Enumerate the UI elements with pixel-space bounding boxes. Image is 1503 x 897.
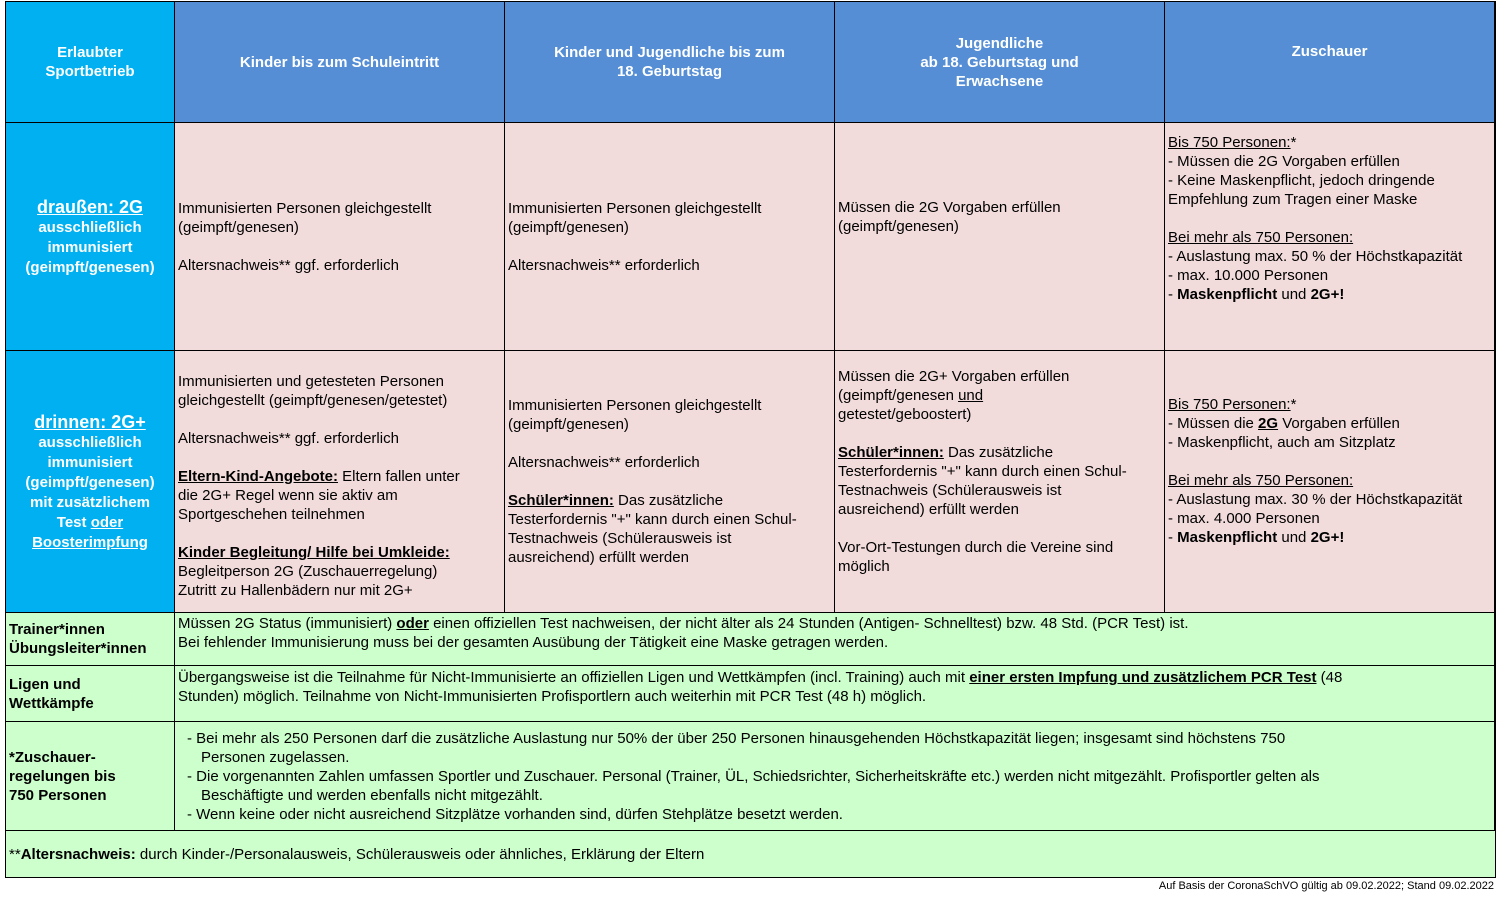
- header-jugend: Kinder und Jugendliche bis zum 18. Geburtstag: [505, 2, 835, 123]
- footer-source-note: Auf Basis der CoronaSchVO gültig ab 09.02.2022; Stand 09.02.2022: [1158, 880, 1494, 892]
- drinnen-erwachsene: Müssen die 2G+ Vorgaben erfüllen (geimpft/genesen und getestet/geboostert) Schüler*innen: Das zusätzliche Testerfordernis "+" kann durch einen Schul- Testnachweis (Schülerausweis ist ausreichend) erfüllt werden Vor-Ort-Testungen durch die Vereine sind möglich: [835, 351, 1165, 613]
- label-trainer: Trainer*innen Übungsleiter*innen: [6, 613, 175, 666]
- label-ligen: Ligen und Wettkämpfe: [6, 666, 175, 722]
- header-zuschauer: Zuschauer: [1165, 2, 1495, 123]
- zuschauerregelungen-text: - Bei mehr als 250 Personen darf die zusätzliche Auslastung nur 50% der über 250 Personen hinausgehenden Höchstkapazität liegen; insgesamt sind höchstens 750 Personen zugelassen. - Die vorgenannten Zahlen umfassen Sportler und Zuschauer. Personal (Trainer, ÜL, Schiedsrichter, Sicherheitskräfte etc.) werden nicht mitgezählt. Profisportler gelten als Beschäftigte und werden ebenfalls nicht mitgezählt. - Wenn keine oder nicht ausreichend Sitzplätze vorhanden sind, dürfen Stehplätze besetzt werden.: [175, 722, 1495, 831]
- header-sportbetrieb: Erlaubter Sportbetrieb: [6, 2, 175, 123]
- drinnen-kinder: Immunisierten und getesteten Personen gleichgestellt (geimpft/genesen/getestet) Altersnachweis** ggf. erforderlich Eltern-Kind-Angebote: Eltern fallen unter die 2G+ Regel wenn sie aktiv am Sportgeschehen teilnehmen Kinder Begleitung/ Hilfe bei Umkleide: Begleitperson 2G (Zuschauerregelung) Zutritt zu Hallenbädern nur mit 2G+: [175, 351, 505, 613]
- rules-table: [5, 1, 1496, 878]
- ligen-text: Übergangsweise ist die Teilnahme für Nicht-Immunisierte an offiziellen Ligen und Wettkämpfen (incl. Training) auch mit einer ersten Impfung und zusätzlichem PCR Test (48 Stunden) möglich. Teilnahme von Nicht-Immunisierten Profisportlern auch weiterhin mit PCR Test (48 h) möglich.: [175, 666, 1495, 722]
- drinnen-jugend: Immunisierten Personen gleichgestellt (geimpft/genesen) Altersnachweis** erforderlich Schüler*innen: Das zusätzliche Testerfordernis "+" kann durch einen Schul- Testnachweis (Schülerausweis ist ausreichend) erfüllt werden: [505, 351, 835, 613]
- label-draussen: draußen: 2G ausschließlich immunisiert (geimpft/genesen): [6, 123, 175, 351]
- header-erwachsene: Jugendliche ab 18. Geburtstag und Erwachsene: [835, 2, 1165, 123]
- altersnachweis-note: **Altersnachweis: durch Kinder-/Personalausweis, Schülerausweis oder ähnliches, Erklärung der Eltern: [6, 831, 1495, 877]
- label-zuschauerregelungen: *Zuschauer- regelungen bis 750 Personen: [6, 722, 175, 831]
- draussen-kinder: Immunisierten Personen gleichgestellt (geimpft/genesen) Altersnachweis** ggf. erforderlich: [175, 123, 505, 351]
- draussen-zuschauer: Bis 750 Personen:* - Müssen die 2G Vorgaben erfüllen - Keine Maskenpflicht, jedoch dringende Empfehlung zum Tragen einer Maske Bei mehr als 750 Personen: - Auslastung max. 50 % der Höchstkapazität - max. 10.000 Personen - Maskenpflicht und 2G+!: [1165, 123, 1495, 351]
- draussen-jugend: Immunisierten Personen gleichgestellt (geimpft/genesen) Altersnachweis** erforderlich: [505, 123, 835, 351]
- trainer-text: Müssen 2G Status (immunisiert) oder einen offiziellen Test nachweisen, der nicht älter als 24 Stunden (Antigen- Schnelltest) bzw. 48 Std. (PCR Test) ist. Bei fehlender Immunisierung muss bei der gesamten Ausübung der Tätigkeit eine Maske getragen werden.: [175, 613, 1495, 666]
- draussen-erwachsene: Müssen die 2G Vorgaben erfüllen (geimpft/genesen): [835, 123, 1165, 351]
- header-kinder: Kinder bis zum Schuleintritt: [175, 2, 505, 123]
- label-drinnen: drinnen: 2G+ ausschließlich immunisiert (geimpft/genesen) mit zusätzlichem Test oder Boosterimpfung: [6, 351, 175, 613]
- drinnen-zuschauer: Bis 750 Personen:* - Müssen die 2G Vorgaben erfüllen - Maskenpflicht, auch am Sitzplatz Bei mehr als 750 Personen: - Auslastung max. 30 % der Höchstkapazität - max. 4.000 Personen - Maskenpflicht und 2G+!: [1165, 351, 1495, 613]
